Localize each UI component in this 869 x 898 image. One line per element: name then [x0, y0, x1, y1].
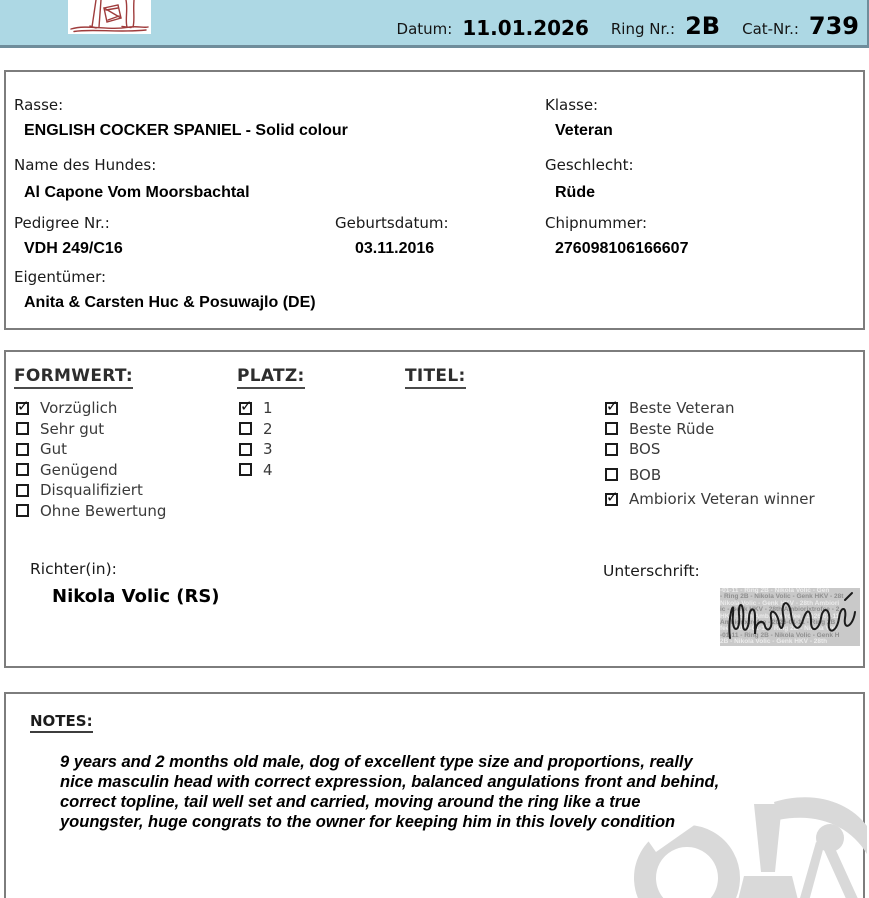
stamp-text-line: 2B - Nikola Volic - Genk HKV - 28th	[720, 638, 828, 646]
checkbox-label: Gut	[40, 440, 68, 459]
checkbox-label: BOS	[629, 440, 661, 459]
checkbox[interactable]	[16, 443, 29, 456]
signature-stamp	[720, 588, 860, 646]
klasse-value: Veteran	[555, 122, 613, 139]
dog-info-box	[4, 70, 865, 330]
stamp-text-line: HKV - 28th Ambiorixtrofee - 2026-01-11	[720, 612, 840, 620]
ring-nr-label: Ring Nr.:	[610, 20, 676, 38]
checkbox-label: 2	[263, 419, 273, 438]
checkbox-label: Ambiorix Veteran winner	[629, 490, 815, 509]
checkbox[interactable]	[605, 487, 619, 506]
checkbox[interactable]	[16, 463, 29, 476]
titel-option	[605, 439, 815, 460]
checkbox[interactable]	[605, 443, 618, 456]
cat-nr-value: 739	[808, 12, 859, 40]
checkbox[interactable]	[16, 504, 29, 517]
eigentuemer-value: Anita & Carsten Huc & Posuwajlo (DE)	[24, 294, 316, 311]
checkmark-icon: ✓	[606, 396, 619, 415]
formwert-option	[16, 398, 166, 419]
stamp-text-line: ic - Genk HKV - 28th Ambiorixtrofee - 2	[720, 606, 840, 614]
geschlecht-label: Geschlecht:	[545, 156, 634, 174]
notes-line: correct topline, tail well set and carried, moving around the ring like a true	[60, 793, 641, 811]
platz-option	[239, 419, 273, 440]
evaluation-box	[4, 350, 865, 668]
notes-line: 9 years and 2 months old male, dog of excellent type size and proportions, really	[60, 753, 693, 771]
checkbox-label: Ohne Bewertung	[40, 501, 167, 520]
checkbox-label: BOB	[629, 465, 662, 484]
checkbox-label: Vorzüglich	[40, 399, 118, 418]
cat-nr-label: Cat-Nr.:	[742, 20, 799, 38]
stamp-text-line: Ambiorixtrofee - 2026-01-11 - Ring 2B -	[720, 619, 840, 627]
name-value: Al Capone Vom Moorsbachtal	[24, 184, 250, 201]
formwert-option	[16, 460, 166, 481]
checkbox-label: 3	[263, 440, 273, 459]
chipnummer-label: Chipnummer:	[545, 214, 648, 232]
checkmark-icon: ✓	[17, 396, 30, 415]
checkbox-label: Genügend	[40, 460, 118, 479]
pedigree-value: VDH 249/C16	[24, 240, 123, 257]
chipnummer-value: 276098106166607	[555, 240, 689, 257]
checkbox-label: Sehr gut	[40, 419, 105, 438]
stamp-text-line: - Ring 2B - Nikola Volic - Genk HKV - 28t	[720, 593, 844, 601]
notes-box	[4, 692, 865, 898]
platz-options	[239, 398, 273, 480]
signature-scribble-icon	[720, 588, 860, 646]
formwert-option	[16, 501, 166, 522]
eigentuemer-label: Eigentümer:	[14, 268, 107, 286]
header-bar	[0, 0, 869, 48]
platz-header: PLATZ:	[237, 366, 305, 389]
checkbox[interactable]	[605, 468, 618, 481]
ring-nr-value: 2B	[685, 12, 721, 40]
titel-option	[605, 398, 815, 419]
checkbox[interactable]	[239, 463, 252, 476]
titel-option	[605, 489, 815, 510]
notes-header: NOTES:	[30, 712, 93, 733]
geburtsdatum-label: Geburtsdatum:	[335, 214, 449, 232]
stamp-text-line: fee - 2026-01-11 - Ring 2B - Nikola Voli	[720, 625, 837, 633]
rasse-value: ENGLISH COCKER SPANIEL - Solid colour	[24, 122, 348, 139]
unterschrift-label: Unterschrift:	[603, 562, 700, 580]
checkmark-icon: ✓	[606, 487, 619, 506]
titel-option	[605, 419, 815, 440]
geschlecht-value: Rüde	[555, 184, 595, 201]
notes-text	[60, 752, 850, 832]
checkbox[interactable]	[605, 396, 619, 415]
checkbox-label: 1	[263, 399, 273, 418]
checkbox[interactable]	[16, 396, 30, 415]
checkbox[interactable]	[605, 422, 618, 435]
richter-label: Richter(in):	[30, 560, 117, 578]
stamp-text-line: -01-11 - Ring 2B - Nikola Volic - Genk H	[720, 631, 840, 639]
name-label: Name des Hundes:	[14, 156, 157, 174]
platz-option	[239, 439, 273, 460]
platz-option	[239, 460, 273, 481]
checkbox-label: Beste Veteran	[629, 399, 735, 418]
checkbox-label: 4	[263, 460, 273, 479]
checkbox-label: Beste Rüde	[629, 419, 715, 438]
klasse-label: Klasse:	[545, 96, 599, 114]
checkbox-label: Disqualifiziert	[40, 481, 143, 500]
checkbox[interactable]	[239, 422, 252, 435]
checkbox[interactable]	[239, 396, 253, 415]
formwert-option	[16, 419, 166, 440]
richter-value: Nikola Volic (RS)	[52, 586, 220, 607]
checkmark-icon: ✓	[240, 396, 253, 415]
notes-line: youngster, huge congrats to the owner for keeping him in this lovely condition	[60, 813, 676, 831]
titel-option	[605, 465, 815, 486]
titel-header: TITEL:	[405, 366, 466, 389]
pedigree-label: Pedigree Nr.:	[14, 214, 110, 232]
datum-label: Datum:	[396, 20, 453, 38]
checkbox[interactable]	[16, 422, 29, 435]
checkbox[interactable]	[16, 484, 29, 497]
formwert-option	[16, 439, 166, 460]
titel-options	[605, 398, 815, 510]
platz-option	[239, 398, 273, 419]
notes-line: nice masculin head with correct expression, balanced angulations front and behind,	[60, 773, 720, 791]
geburtsdatum-value: 03.11.2016	[355, 240, 435, 257]
dog-sketch-icon	[68, 0, 151, 34]
stamp-text-line: Nikola Volic - Genk HKV - 28th Ambiori	[720, 599, 840, 607]
formwert-option	[16, 480, 166, 501]
stamp-text-line: -01-11 - Ring 2B - Nikola Volic - Gen	[720, 588, 830, 594]
datum-value: 11.01.2026	[462, 16, 589, 40]
club-logo	[68, 0, 151, 34]
rasse-label: Rasse:	[14, 96, 64, 114]
checkbox[interactable]	[239, 443, 252, 456]
formwert-header: FORMWERT:	[14, 366, 133, 389]
formwert-options	[16, 398, 166, 521]
header-fields	[397, 0, 859, 45]
